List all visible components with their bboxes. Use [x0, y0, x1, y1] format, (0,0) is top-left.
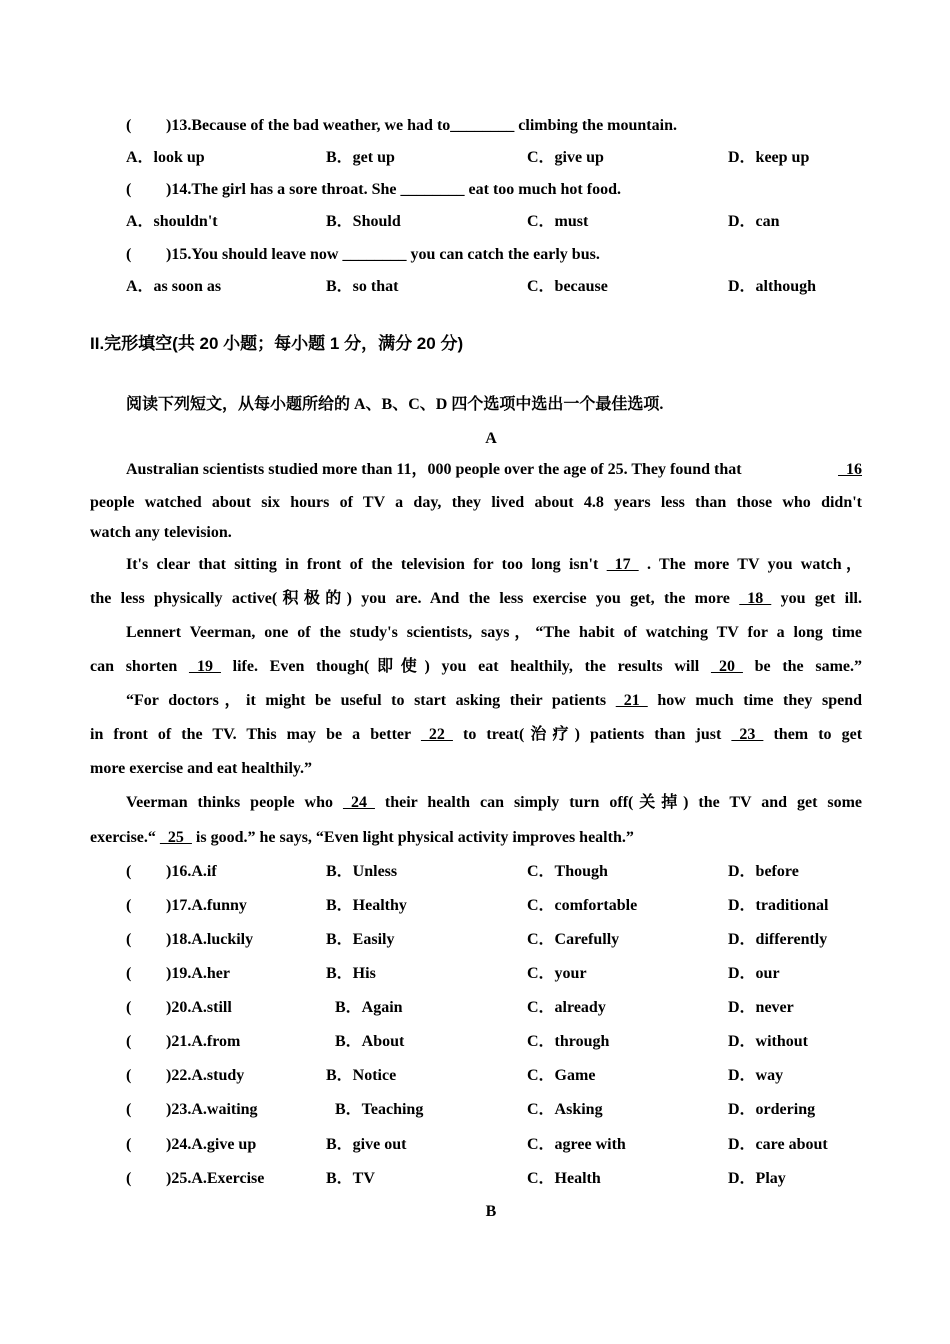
answer-paren[interactable]: ( [126, 863, 132, 880]
answer-paren[interactable]: ( [126, 1067, 132, 1084]
answer-blank: ________ [400, 181, 465, 198]
option-c[interactable]: C．comfortable [527, 897, 638, 914]
option-d[interactable]: D．care about [728, 1136, 828, 1153]
option-d[interactable]: D．before [728, 863, 799, 880]
option-c[interactable]: C．agree with [527, 1136, 626, 1153]
option-d[interactable]: D．traditional [728, 897, 829, 914]
question-number: )23. [166, 1101, 192, 1118]
question-number: )15. [166, 246, 192, 263]
option-b[interactable]: B．Again [335, 999, 403, 1016]
option-a[interactable]: A.from [191, 1033, 241, 1050]
option-a[interactable]: A.study [191, 1067, 245, 1084]
option-b[interactable]: B．Notice [326, 1067, 397, 1084]
answer-paren[interactable]: ( [126, 999, 132, 1016]
option-a[interactable]: A.waiting [191, 1101, 258, 1118]
option-c[interactable]: C．your [527, 965, 587, 982]
question-text: You should leave now [191, 246, 343, 263]
passage-text: It's clear that sitting in front of the television for too long isn't [126, 556, 599, 573]
question-15 [126, 245, 898, 265]
option-d[interactable]: D．keep up [728, 149, 810, 166]
option-a[interactable]: A.still [191, 999, 232, 1016]
option-c[interactable]: C．Health [527, 1170, 601, 1187]
answer-paren[interactable]: ( [126, 1033, 132, 1050]
option-c[interactable]: C．Though [527, 863, 608, 880]
question-22 [126, 1066, 244, 1086]
option-b[interactable]: B．Healthy [326, 897, 407, 914]
question-23 [126, 1100, 258, 1120]
passage-text: “For doctors，it might be useful to start asking their patients [126, 692, 607, 709]
passage-text: be the same.” [754, 658, 863, 675]
question-text-end: climbing the mountain. [514, 117, 677, 134]
question-number: )16. [166, 863, 192, 880]
passage-text: can shorten [90, 658, 178, 675]
question-25 [126, 1169, 264, 1189]
option-c[interactable]: C．give up [527, 149, 604, 166]
option-d[interactable]: D．Play [728, 1170, 786, 1187]
option-d[interactable]: D．differently [728, 931, 828, 948]
passage-line: Lennert Veerman, one of the study's scientists, says，“The habit of watching TV for a long time [126, 624, 862, 641]
question-number: )22. [166, 1067, 192, 1084]
blank-24: 24 [342, 794, 375, 811]
option-b[interactable]: B．Teaching [335, 1101, 424, 1118]
passage-a-label: A [485, 430, 497, 447]
question-24 [126, 1135, 256, 1155]
answer-paren[interactable]: ( [126, 931, 132, 948]
question-text-end: you can catch the early bus. [406, 246, 600, 263]
question-20 [126, 998, 232, 1018]
answer-paren[interactable]: ( [126, 897, 132, 914]
question-number: )14. [166, 181, 192, 198]
question-18 [126, 930, 253, 950]
passage-line [126, 460, 862, 480]
blank-18: 18 [739, 590, 772, 607]
option-b[interactable]: B．so that [326, 278, 399, 295]
option-b[interactable]: B．His [326, 965, 376, 982]
passage-text: is good.” he says, “Even light physical activity improves health.” [195, 829, 634, 846]
option-d[interactable]: D．way [728, 1067, 784, 1084]
passage-text: to treat(治疗) patients than just [463, 726, 722, 743]
answer-paren[interactable]: ( [126, 1101, 132, 1118]
answer-paren[interactable]: ( [126, 117, 132, 134]
question-17 [126, 896, 247, 916]
passage-text: the less physically active(积极的) you are. And the less exercise you get, the more [90, 590, 730, 607]
option-b[interactable]: B．Easily [326, 931, 395, 948]
option-d[interactable]: D．ordering [728, 1101, 816, 1118]
option-c[interactable]: C．Carefully [527, 931, 620, 948]
option-a[interactable]: A.her [191, 965, 230, 982]
passage-line [90, 725, 862, 745]
question-text: Because of the bad weather, we had to [191, 117, 451, 134]
question-text-end: eat too much hot food. [464, 181, 621, 198]
answer-paren[interactable]: ( [126, 1170, 132, 1187]
option-a[interactable]: A.if [191, 863, 217, 880]
passage-line: watch any television. [90, 524, 232, 541]
question-number: )18. [166, 931, 192, 948]
answer-blank: ________ [342, 246, 407, 263]
question-number: )19. [166, 965, 192, 982]
answer-paren[interactable]: ( [126, 1136, 132, 1153]
option-b[interactable]: B．TV [326, 1170, 375, 1187]
passage-text: . The more TV you watch， [647, 556, 863, 573]
option-a[interactable]: A.give up [191, 1136, 257, 1153]
question-number: )20. [166, 999, 192, 1016]
option-a[interactable]: A．shouldn't [126, 213, 218, 230]
blank-23: 23 [731, 726, 764, 743]
instruction-text: 阅读下列短文，从每小题所给的 A、B、C、D 四个选项中选出一个最佳选项. [126, 396, 664, 413]
option-b[interactable]: B．give out [326, 1136, 407, 1153]
question-number: )25. [166, 1170, 192, 1187]
passage-b-label: B [485, 1203, 497, 1220]
blank-19: 19 [188, 658, 221, 675]
question-13 [126, 116, 898, 136]
passage-text: exercise.“ [90, 829, 156, 846]
blank-21: 21 [615, 692, 648, 709]
blank-16: 16 [838, 461, 862, 478]
option-c[interactable]: C．must [527, 213, 589, 230]
passage-text: their health can simply turn off(关掉) the TV and get some [384, 794, 862, 811]
question-text: The girl has a sore throat. She [191, 181, 401, 198]
passage-text: Australian scientists studied more than 11，000 people over the age of 25. They found that [126, 461, 742, 478]
passage-text: them to get [773, 726, 863, 743]
passage-text: how much time they spend [657, 692, 863, 709]
passage-text: life. Even though(即使) you eat healthily, the results will [232, 658, 700, 675]
option-b[interactable]: B．Should [326, 213, 401, 230]
passage-line: more exercise and eat healthily.” [90, 760, 313, 777]
blank-22: 22 [420, 726, 453, 743]
option-d[interactable]: D．our [728, 965, 780, 982]
answer-paren[interactable]: ( [126, 181, 132, 198]
passage-line [126, 555, 862, 575]
passage-line [126, 691, 862, 711]
passage-line [90, 828, 862, 848]
question-number: )24. [166, 1136, 192, 1153]
option-d[interactable]: D．without [728, 1033, 809, 1050]
option-c[interactable]: C．because [527, 278, 608, 295]
option-c[interactable]: C．through [527, 1033, 610, 1050]
question-19 [126, 964, 230, 984]
question-21 [126, 1032, 240, 1052]
blank-25: 25 [159, 829, 192, 846]
option-c[interactable]: C．already [527, 999, 606, 1016]
passage-line [90, 657, 862, 677]
question-number: )17. [166, 897, 192, 914]
option-d[interactable]: D．can [728, 213, 780, 230]
passage-text: Veerman thinks people who [126, 794, 334, 811]
option-a[interactable]: A.funny [191, 897, 247, 914]
blank-20: 20 [710, 658, 743, 675]
question-number: )21. [166, 1033, 192, 1050]
passage-line: people watched about six hours of TV a day, they lived about 4.8 years less than those who didn't [90, 494, 862, 511]
passage-text: you get ill. [780, 590, 863, 607]
section-title: II.完形填空(共 20 小题；每小题 1 分，满分 20 分) [90, 334, 464, 353]
option-d[interactable]: D．although [728, 278, 817, 295]
answer-paren[interactable]: ( [126, 246, 132, 263]
question-14 [126, 180, 898, 200]
option-b[interactable]: B．Unless [326, 863, 398, 880]
option-a[interactable]: A.Exercise [191, 1170, 265, 1187]
answer-blank: ________ [450, 117, 515, 134]
option-a[interactable]: A.luckily [191, 931, 254, 948]
option-c[interactable]: C．Game [527, 1067, 596, 1084]
passage-line [90, 589, 862, 609]
option-c[interactable]: C．Asking [527, 1101, 603, 1118]
option-a[interactable]: A．as soon as [126, 278, 222, 295]
question-16 [126, 862, 217, 882]
answer-paren[interactable]: ( [126, 965, 132, 982]
option-d[interactable]: D．never [728, 999, 794, 1016]
blank-17: 17 [606, 556, 639, 573]
option-b[interactable]: B．get up [326, 149, 395, 166]
question-number: )13. [166, 117, 192, 134]
passage-line [126, 793, 862, 813]
option-a[interactable]: A．look up [126, 149, 205, 166]
passage-text: in front of the TV. This may be a better [90, 726, 411, 743]
option-b[interactable]: B．About [335, 1033, 405, 1050]
